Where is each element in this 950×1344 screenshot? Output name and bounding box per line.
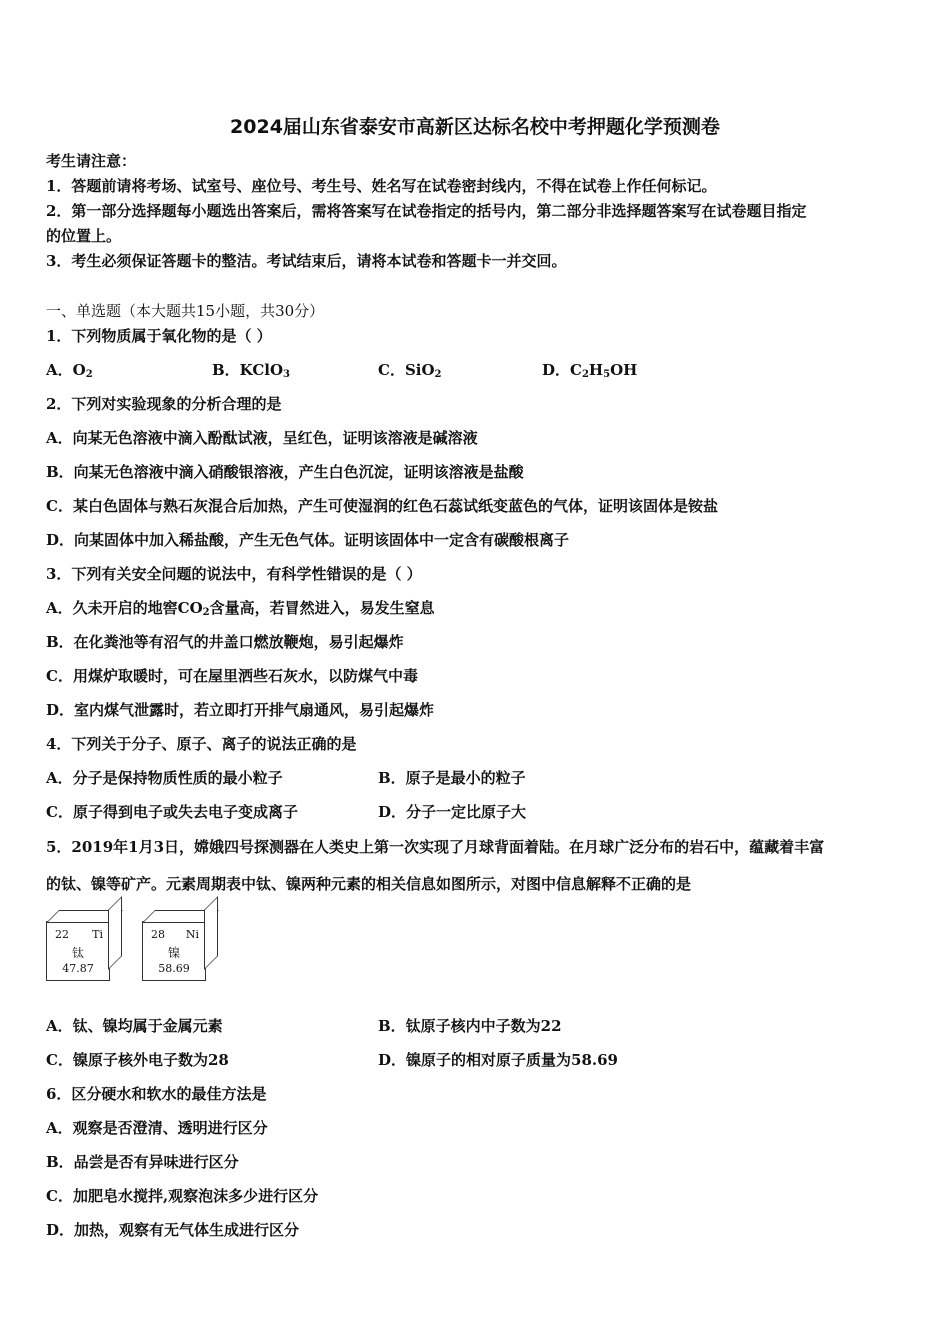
atomic-mass: 47.87 [62, 962, 94, 975]
q2-option-b: B．向某无色溶液中滴入硝酸银溶液，产生白色沉淀，证明该溶液是盐酸 [46, 463, 524, 481]
element-card-ti [46, 921, 110, 981]
q6-option-c: C．加肥皂水搅拌,观察泡沫多少进行区分 [46, 1187, 319, 1205]
q4-option-d: D．分子一定比原子大 [378, 803, 527, 821]
q3-option-d: D．室内煤气泄露时，若立即打开排气扇通风，易引起爆炸 [46, 701, 435, 719]
element-name: 钛 [71, 946, 84, 960]
q1-option-d: D．$C_2H_5OH$ [542, 361, 638, 380]
q1-option-c: C．SiO$_2$ [378, 361, 442, 380]
q1-option-a: A．$O_2$ [46, 361, 93, 380]
element-name: 镍 [167, 946, 180, 960]
q1-stem: 1．下列物质属于氧化物的是（ ） [46, 327, 272, 345]
q5-option-b: B．钛原子核内中子数为22 [378, 1017, 562, 1035]
q2-option-d: D．向某固体中加入稀盐酸，产生无色气体。证明该固体中一定含有碳酸根离子 [46, 531, 570, 549]
q4-stem: 4．下列关于分子、原子、离子的说法正确的是 [46, 735, 357, 753]
section-heading: 一、单选题（本大题共15小题，共30分） [46, 302, 325, 320]
q5-stem-line-2: 的钛、镍等矿产。元素周期表中钛、镍两种元素的相关信息如图所示，对图中信息解释不正确的是 [46, 875, 692, 893]
q3-option-c: C．用煤炉取暖时，可在屋里洒些石灰水，以防煤气中毒 [46, 667, 418, 685]
page-title: 2024届山东省泰安市高新区达标名校中考押题化学预测卷 [230, 116, 720, 138]
element-card-ni [142, 921, 206, 981]
q2-stem: 2．下列对实验现象的分析合理的是 [46, 395, 282, 413]
q6-stem: 6．区分硬水和软水的最佳方法是 [46, 1085, 267, 1103]
q5-option-d: D．镍原子的相对原子质量为58.69 [378, 1051, 618, 1069]
q5-option-c: C．镍原子核外电子数为28 [46, 1051, 229, 1069]
q3-option-b: B．在化粪池等有沼气的井盖口燃放鞭炮，易引起爆炸 [46, 633, 404, 651]
notice-line-2-cont: 的位置上。 [46, 227, 122, 245]
atomic-number: 22 [55, 928, 69, 941]
atomic-mass: 58.69 [158, 962, 190, 975]
notice-line-2: 2．第一部分选择题每小题选出答案后，需将答案写在试卷指定的括号内，第二部分非选择题答案写在试卷题目指定 [46, 202, 807, 220]
q2-option-c: C．某白色固体与熟石灰混合后加热，产生可使湿润的红色石蕊试纸变蓝色的气体，证明该固体是铵盐 [46, 497, 718, 515]
element-symbol: Ti [92, 928, 103, 941]
q5-option-a: A．钛、镍均属于金属元素 [46, 1017, 223, 1035]
q5-stem-line-1: 5．2019年1月3日，嫦娥四号探测器在人类史上第一次实现了月球背面着陆。在月球广泛分布的岩石中，蕴藏着丰富 [46, 838, 825, 856]
q3-stem: 3．下列有关安全问题的说法中，有科学性错误的是（ ） [46, 565, 422, 583]
notice-line-1: 1．答题前请将考场、试室号、座位号、考生号、姓名写在试卷密封线内，不得在试卷上作任何标记。 [46, 177, 717, 195]
q1-option-b: B．KClO$_3$ [212, 361, 290, 380]
element-symbol: Ni [185, 928, 199, 941]
notice-heading: 考生请注意： [46, 152, 137, 170]
q4-option-b: B．原子是最小的粒子 [378, 769, 526, 787]
atomic-number: 28 [151, 928, 165, 941]
q4-option-a: A．分子是保持物质性质的最小粒子 [46, 769, 283, 787]
q6-option-b: B．品尝是否有异味进行区分 [46, 1153, 239, 1171]
notice-line-3: 3．考生必须保证答题卡的整洁。考试结束后，请将本试卷和答题卡一并交回。 [46, 252, 567, 270]
q6-option-d: D．加热，观察有无气体生成进行区分 [46, 1221, 300, 1239]
q3-option-a: A．久未开启的地窖$CO_2$含量高，若冒然进入，易发生窒息 [46, 599, 435, 618]
q2-option-a: A．向某无色溶液中滴入酚酞试液，呈红色，证明该溶液是碱溶液 [46, 429, 478, 447]
q6-option-a: A．观察是否澄清、透明进行区分 [46, 1119, 268, 1137]
q4-option-c: C．原子得到电子或失去电子变成离子 [46, 803, 298, 821]
